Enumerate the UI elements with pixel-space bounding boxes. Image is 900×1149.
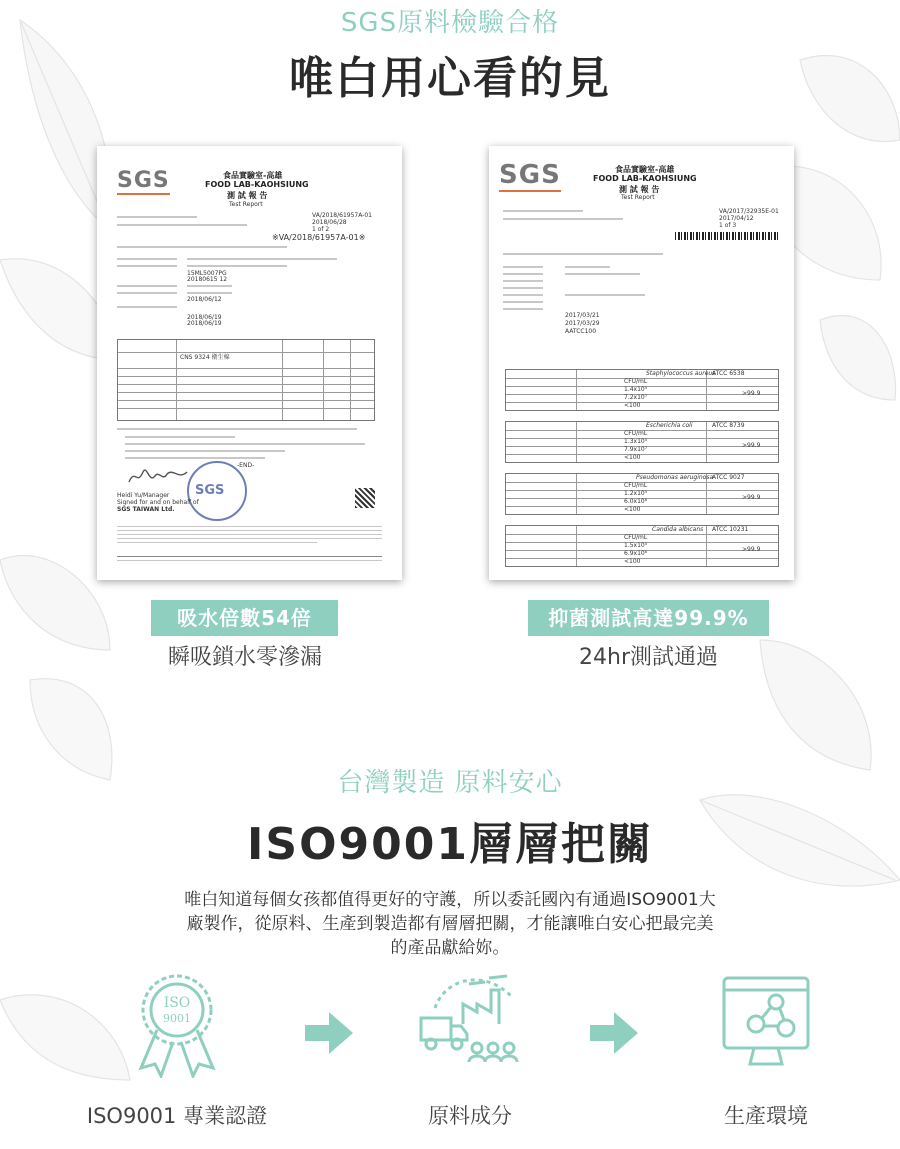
count-24h-sample: <100 xyxy=(624,558,641,565)
sgs-logo: SGS xyxy=(499,160,561,190)
organism-atcc: ATCC 8739 xyxy=(712,422,745,429)
sgs-logo: SGS xyxy=(117,168,170,193)
section2-paragraph-3: 的產品獻給妳。 xyxy=(390,938,510,958)
section1-title: 唯白用心看的見 xyxy=(289,53,611,104)
arrow-right-icon xyxy=(305,1012,353,1054)
test-method: AATCC100 xyxy=(565,328,597,335)
report-number: VA/2018/61957A-01 xyxy=(312,212,372,219)
count-24h-control: 6.9x10⁶ xyxy=(624,550,648,557)
feature-caption-absorbency: 瞬吸鎖水零滲漏 xyxy=(167,645,322,670)
reduction-rate: >99.9 xyxy=(742,442,761,449)
lab-name-zh: 食品實驗室-高雄 xyxy=(223,171,283,180)
sgs-report-antibacterial xyxy=(489,146,794,580)
test-date-to: 2018/06/19 xyxy=(187,320,222,327)
count-24h-control: 7.2x10⁷ xyxy=(624,394,648,401)
test-date-from: 2018/06/19 xyxy=(187,314,222,321)
lab-name-en: FOOD LAB-KAOHSIUNG xyxy=(593,174,697,183)
count-24h-control: 7.9x10⁷ xyxy=(624,446,648,453)
count-24h-sample: <100 xyxy=(624,506,641,513)
reduction-rate: >99.9 xyxy=(742,494,761,501)
batch-number: 20180615 12 xyxy=(187,276,228,283)
reduction-rate: >99.9 xyxy=(742,546,761,553)
monitor-network-icon xyxy=(718,972,814,1072)
organism-table-2 xyxy=(505,473,779,515)
unit-label: CFU/mL xyxy=(624,378,648,385)
report-heading-en: Test Report xyxy=(229,201,263,208)
section1-subtitle: SGS原料檢驗合格 xyxy=(340,8,560,38)
report-heading-zh: 測 試 報 告 xyxy=(227,191,268,200)
section2-title: ISO9001層層把關 xyxy=(247,819,653,870)
report-heading-zh: 測 試 報 告 xyxy=(619,185,660,194)
svg-text:9001: 9001 xyxy=(163,1012,191,1025)
process-label-iso: ISO9001 專業認證 xyxy=(86,1104,268,1128)
receive-date: 2018/06/12 xyxy=(187,296,222,303)
signer-title: Heidi Yu/Manager xyxy=(117,492,170,499)
organism-atcc: ATCC 6538 xyxy=(712,370,745,377)
lab-name-zh: 食品實驗室-高雄 xyxy=(615,165,675,174)
report-date: 2017/04/12 xyxy=(719,215,754,222)
unit-label: CFU/mL xyxy=(624,430,648,437)
organism-atcc: ATCC 9027 xyxy=(712,474,745,481)
end-mark: -END- xyxy=(237,462,255,469)
report-page: 1 of 2 xyxy=(312,226,330,233)
report-date: 2018/06/28 xyxy=(312,219,347,226)
feature-badge-absorbency: 吸水倍數54倍 xyxy=(151,600,338,636)
organism-name: Candida albicans xyxy=(652,526,704,533)
process-label-environment: 生產環境 xyxy=(724,1104,808,1128)
process-label-material: 原料成分 xyxy=(428,1104,512,1128)
feature-badge-antibacterial: 抑菌測試高達99.9% xyxy=(528,600,769,636)
sgs-stamp-icon: SGS xyxy=(187,461,247,521)
organism-name: Escherichia coli xyxy=(646,422,693,429)
report-code: ※VA/2018/61957A-01※ xyxy=(272,233,366,242)
organism-name: Pseudomonas aeruginosa xyxy=(636,474,714,481)
count-0h: 1.2x10⁵ xyxy=(624,490,648,497)
organism-table-3 xyxy=(505,525,779,567)
unit-label: CFU/mL xyxy=(624,534,648,541)
count-24h-sample: <100 xyxy=(624,454,641,461)
signature-icon xyxy=(127,464,197,488)
report-page: 1 of 3 xyxy=(719,222,737,229)
sgs-report-absorbency xyxy=(97,146,402,580)
report-heading-en: Test Report xyxy=(621,194,655,201)
reduction-rate: >99.9 xyxy=(742,390,761,397)
iso-badge-icon xyxy=(127,968,227,1078)
arrow-right-icon xyxy=(590,1012,638,1054)
count-0h: 1.5x10⁵ xyxy=(624,542,648,549)
signer-note: Signed for and on behalf of xyxy=(117,499,199,506)
standard-label: CNS 9324 衛生棉 xyxy=(180,354,230,361)
count-24h-control: 6.0x10⁶ xyxy=(624,498,648,505)
test-date: 2017/03/29 xyxy=(565,320,600,327)
organism-name: Staphylococcus aureus xyxy=(646,370,716,377)
count-0h: 1.3x10⁵ xyxy=(624,438,648,445)
unit-label: CFU/mL xyxy=(624,482,648,489)
signer-company: SGS TAIWAN Ltd. xyxy=(117,506,175,513)
section2-paragraph-2: 廠製作，從原料、生產到製造都有層層把關，才能讓唯白安心把最完美 xyxy=(186,914,714,934)
qr-code-icon xyxy=(355,488,375,508)
barcode-icon xyxy=(675,232,779,240)
count-0h: 1.4x10⁵ xyxy=(624,386,648,393)
report-number: VA/2017/32935E-01 xyxy=(719,208,779,215)
product-code: 15ML5007PG xyxy=(187,270,227,277)
organism-table-0 xyxy=(505,369,779,411)
svg-text:ISO: ISO xyxy=(163,995,191,1011)
organism-atcc: ATCC 10231 xyxy=(712,526,749,533)
organism-table-1 xyxy=(505,421,779,463)
count-24h-sample: <100 xyxy=(624,402,641,409)
results-table xyxy=(117,339,375,421)
receive-date: 2017/03/21 xyxy=(565,312,600,319)
feature-caption-antibacterial: 24hr測試通過 xyxy=(579,645,718,670)
lab-name-en: FOOD LAB-KAOHSIUNG xyxy=(205,180,309,189)
section2-paragraph-1: 唯白知道每個女孩都值得更好的守護，所以委託國內有通過ISO9001大 xyxy=(184,890,716,910)
section2-subtitle: 台灣製造 原料安心 xyxy=(337,768,563,798)
factory-truck-icon xyxy=(415,968,525,1078)
